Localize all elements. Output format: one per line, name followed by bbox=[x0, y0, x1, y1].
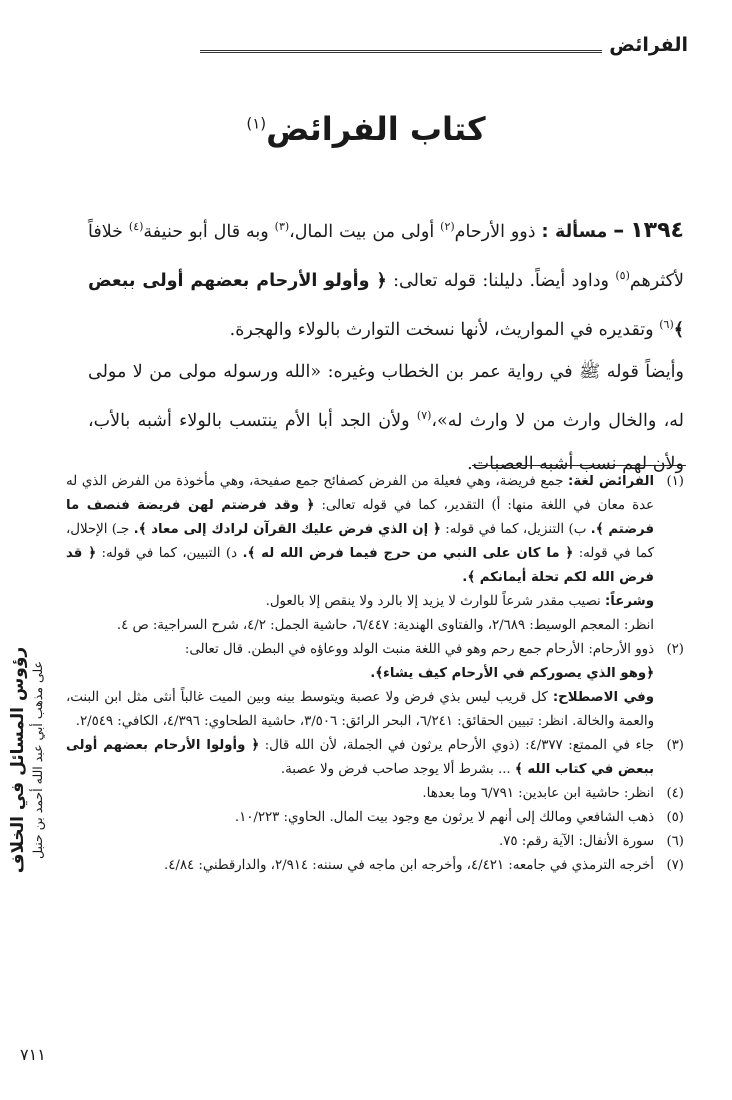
footnote-separator bbox=[472, 465, 686, 466]
footnote-text: ذوو الأرحام: الأرحام جمع رحم وهو في اللغة منبت الولد ووعاؤه في البطن. قال تعالى: bbox=[184, 642, 654, 657]
masala-number: ١٣٩٤ bbox=[630, 217, 684, 243]
text-segment: ولأن الجد أبا الأم ينتسب بالولاء أشبه بالأب، ولأن لهم نسب أشبه العصبات. bbox=[88, 411, 684, 475]
quran-verse: ﴿ إن الذي فرض عليك القرآن لرادك إلى معاد ﴾. bbox=[133, 522, 441, 537]
text-segment: أولى من بيت المال، bbox=[289, 221, 435, 242]
footnote-2 bbox=[66, 638, 684, 734]
footnote-ref: (٤) bbox=[128, 220, 144, 233]
side-title-rotated bbox=[7, 647, 47, 873]
footnote-text: د) التبيين، كما في قوله: bbox=[101, 546, 237, 561]
footnote-reference: انظر: المعجم الوسيط: ٢/٦٨٩، والفتاوى الهندية: ٦/٤٤٧، حاشية الجمل: ٤/٢، شرح السراجية: ص ٤. bbox=[116, 618, 654, 633]
footnote-text: كل قريب ليس بذي فرض ولا عصبة ويتوسط بينه وبين الميت غالباً أنثى مثل ابن البنت، والعمة والخالة. انظر: تبيين الحقائق: ٦/٢٤١، البحر الرائق: ٣/٥٠٦، حاشية الطحاوي: ٤/٣٩٦، الكافي: ٢/٥٤٩. bbox=[66, 690, 654, 729]
quran-verse: ﴿ ما كان على النبي من حرج فيما فرض الله له ﴾. bbox=[242, 546, 574, 561]
text-segment: وداود أيضاً. دليلنا: قوله تعالى: bbox=[393, 270, 609, 291]
footnote-number: (٣) bbox=[666, 738, 684, 753]
footnote-text: جاء في الممتع: ٤/٣٧٧: (ذوي الأرحام يرثون في الجملة، لأن الله قال: bbox=[264, 738, 654, 753]
text-segment: وتقديره في المواريث، لأنها نسخت التوارث بالولاء والهجرة. bbox=[229, 319, 654, 340]
footnote-label: الفرائض لغة: bbox=[568, 474, 655, 489]
quran-verse: ﴿ وأولوا الأرحام بعضهم أولى ببعض في كتاب الله ﴾ bbox=[66, 738, 654, 777]
main-text bbox=[88, 205, 684, 486]
footnote-ref: (٥) bbox=[615, 268, 630, 282]
footnote-definition bbox=[66, 590, 654, 614]
footnote-6 bbox=[66, 830, 684, 854]
footnote-ref: (٢) bbox=[440, 220, 455, 233]
footnote-ref: (٣) bbox=[274, 220, 290, 233]
side-book-title bbox=[2, 570, 52, 950]
footnote-3 bbox=[66, 734, 684, 782]
book-title bbox=[0, 110, 732, 148]
book-title-footnote-ref: (١) bbox=[246, 114, 267, 133]
book-title-text: كتاب الفرائض bbox=[266, 110, 486, 148]
footnote-text: أخرجه الترمذي في جامعه: ٤/٤٢١، وأخرجه ابن ماجه في سننه: ٢/٩١٤، والدارقطني: ٤/٨٤. bbox=[163, 858, 654, 873]
footnote-7 bbox=[66, 854, 684, 878]
side-title-main: رؤوس المسائل في الخلاف bbox=[8, 646, 28, 874]
text-segment: وبه قال أبو حنيفة bbox=[143, 221, 269, 242]
footnote-text: ... بشرط ألا يوجد صاحب فرض ولا عصبة. bbox=[280, 762, 511, 777]
footnote-label: وشرعاً: bbox=[604, 594, 654, 609]
quran-verse: ﴿ وقد فرضتم لهن فريضة فنصف ما فرضتم ﴾. bbox=[66, 498, 655, 537]
masala-label: مسألة : bbox=[541, 221, 608, 242]
footnote-label: وفي الاصطلاح: bbox=[552, 690, 654, 705]
quran-verse: ﴿وهو الذي يصوركم في الأرحام كيف يشاء﴾. bbox=[370, 666, 654, 681]
footnote-number: (٦) bbox=[666, 834, 684, 849]
footnote-text: سورة الأنفال: الآية رقم: ٧٥. bbox=[499, 834, 654, 849]
masala-dash: – bbox=[613, 217, 625, 243]
footnote-number: (٤) bbox=[666, 786, 684, 801]
masala-paragraph bbox=[88, 205, 684, 351]
footnote-ref: (٦) bbox=[659, 317, 674, 331]
footnote-number: (١) bbox=[666, 474, 684, 489]
footnote-text: ب) التنزيل، كما في قوله: bbox=[445, 522, 587, 537]
page-number: ٧١١ bbox=[20, 1045, 46, 1064]
footnote-number: (٧) bbox=[666, 858, 684, 873]
footnote-text: ذهب الشافعي ومالك إلى أنهم لا يرثون مع وجود بيت المال. الحاوي: ١٠/٢٢٣. bbox=[234, 810, 654, 825]
footnote-number: (٢) bbox=[666, 642, 684, 657]
footnote-text: نصيب مقدر شرعاً للوارث لا يزيد إلا بالرد ولا ينقص إلا بالعول. bbox=[265, 594, 601, 609]
footnote-4 bbox=[66, 782, 684, 806]
quran-verse: ﴿ وأولو الأرحام بعضهم أولى ببعض ﴾ bbox=[88, 270, 684, 340]
text-segment: خلافاً لأكثرهم bbox=[88, 221, 684, 291]
footnote-text: جمع فريضة، وهي فعيلة من الفرض كصفائح جمع صفيحة، وهي مأخوذة من الفرض الذي له عدة معان في اللغة منها: أ) التقدير، كما في قوله تعالى: bbox=[66, 474, 654, 513]
running-header-title: الفرائض bbox=[609, 34, 688, 56]
footnote-text: جـ) الإحلال، كما في قوله: bbox=[66, 522, 654, 561]
quran-verse: ﴿ قد فرض الله لكم تحلة أيمانكم ﴾. bbox=[66, 546, 654, 585]
footnote-1 bbox=[66, 470, 684, 638]
side-title-sub: على مذهب أبي عبد الله أحمد بن حنبل bbox=[30, 661, 45, 859]
text-segment: وأيضاً قوله ﷺ في رواية عمر بن الخطاب وغيره: «الله ورسوله مولى من لا مولى له، والخال وارث من لا وارث له»، bbox=[88, 362, 684, 432]
footnote-ref: (٧) bbox=[416, 409, 432, 423]
footnote-5 bbox=[66, 806, 684, 830]
footnote-definition bbox=[66, 686, 654, 734]
header-rule bbox=[200, 50, 602, 53]
footnotes bbox=[66, 470, 684, 878]
footnote-number: (٥) bbox=[666, 810, 684, 825]
footnote-text: انظر: حاشية ابن عابدين: ٦/٧٩١ وما بعدها. bbox=[422, 786, 654, 801]
evidence-paragraph bbox=[88, 351, 684, 486]
text-segment: ذوو الأرحام bbox=[454, 221, 536, 242]
